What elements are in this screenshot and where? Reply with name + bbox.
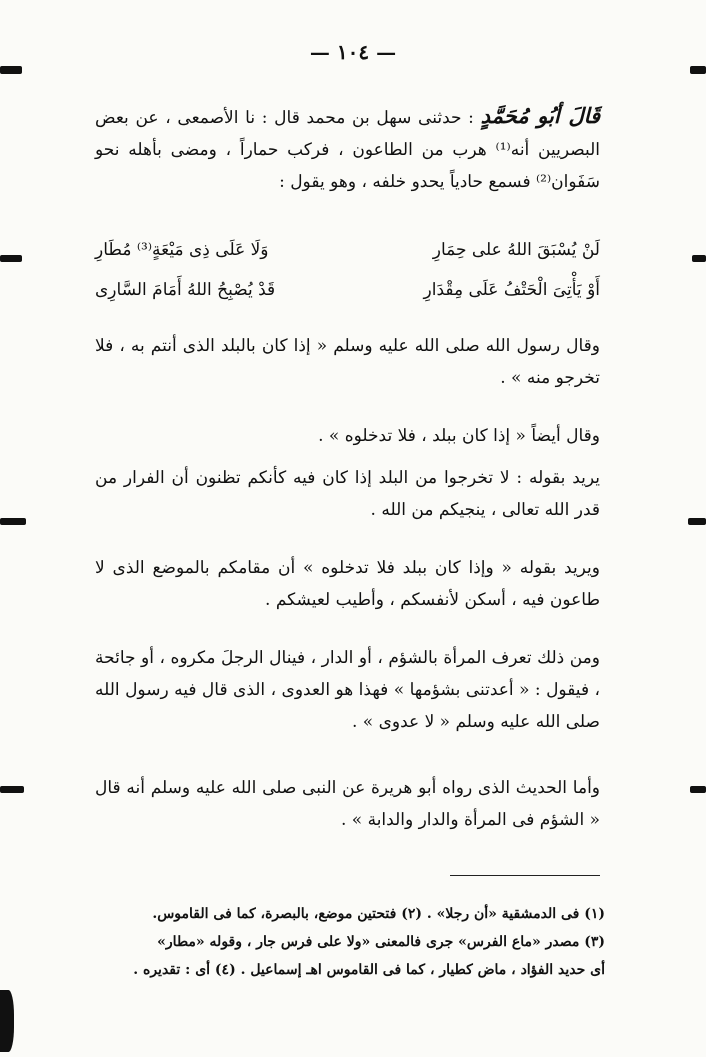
paragraph-text: يريد بقوله : لا تخرجوا من البلد إذا كان فيه كأنكم تظنون أن الفرار من قدر الله تعالى ، ينجيكم من الله . [95,468,600,520]
footnote-separator [450,875,600,876]
margin-mark [0,255,22,262]
paragraph-text: وقال أيضاً « إذا كان ببلد ، فلا تدخلوه » . [318,426,600,446]
verse-hemistich: وَلَا عَلَى ذِى مَيْعَةٍ⁽³⁾ مُطَارِ [95,240,269,260]
verse-hemistich: قَدْ يُصْبِحُ اللهُ أَمَامَ السَّارِى [95,280,276,300]
margin-mark [688,518,706,525]
footnote-line: أى حديد الفؤاد ، ماض كطيار ، كما فى القاموس اهـ إسماعيل . (٤) أى : تقديره . [133,962,605,978]
paragraph-text: : حدثنى سهل بن محمد قال : نا الأصمعى ، عن بعض البصريين أنه⁽¹⁾ هرب من الطاعون ، فركب حماراً ، ومضى بأهله نحو سَفَوان⁽²⁾ فسمع حادياً يحدو خلفه ، وهو يقول : [95,108,600,192]
paragraph-text: وأما الحديث الذى رواه أبو هريرة عن النبى صلى الله عليه وسلم أنه قال « الشؤم فى المرأة والدار والدابة » . [95,778,600,830]
paragraph-6 [95,642,600,738]
verse-hemistich: أَوْ يَأْتِىَ الْحَتْفُ عَلَى مِقْدَارِ [423,280,600,300]
footnote-line: (١) فى الدمشقية «أن رجلا» . (٢) فتحتين موضع، بالبصرة، كما فى القاموس. [152,906,605,922]
paragraph-7 [95,772,600,836]
footnote-line: (٣) مصدر «ماع الفرس» جرى فالمعنى «ولا على فرس جار ، وقوله «مطار» [157,934,605,950]
verse-line [95,240,600,280]
verse-line [95,280,600,320]
binding-shadow [0,990,14,1052]
margin-mark [0,786,24,793]
margin-mark [690,66,706,74]
paragraph-text: ويريد بقوله « وإذا كان ببلد فلا تدخلوه » أن مقامكم بالموضع الذى لا طاعون فيه ، أسكن لأنفسكم ، وأطيب لعيشكم . [95,558,600,610]
verse-block [95,240,600,320]
verse-hemistich: لَنْ يُسْبَقَ اللهُ على حِمَارِ [432,240,600,260]
margin-mark [0,66,22,74]
paragraph-text: وقال رسول الله صلى الله عليه وسلم « إذا كان بالبلد الذى أنتم به ، فلا تخرجو منه » . [95,336,600,388]
section-heading: قَالَ أبُو مُحَمَّدٍ [480,103,601,128]
margin-mark [690,786,706,793]
paragraph-text: ومن ذلك تعرف المرأة بالشؤم ، أو الدار ، فينال الرجلَ مكروه ، أو جائحة ، فيقول : « أعدتنى بشؤمها » فهذا هو العدوى ، الذى قال فيه رسول الله صلى الله عليه وسلم « لا عدوى » . [95,648,600,732]
footnotes [95,900,605,984]
margin-mark [0,518,26,525]
paragraph-5 [95,552,600,616]
paragraph-4 [95,462,600,526]
page-number: — ١٠٤ — [309,40,397,64]
margin-mark [692,255,706,262]
paragraph-2 [95,330,600,394]
paragraph-3 [95,420,600,452]
paragraph-1 [95,100,600,198]
